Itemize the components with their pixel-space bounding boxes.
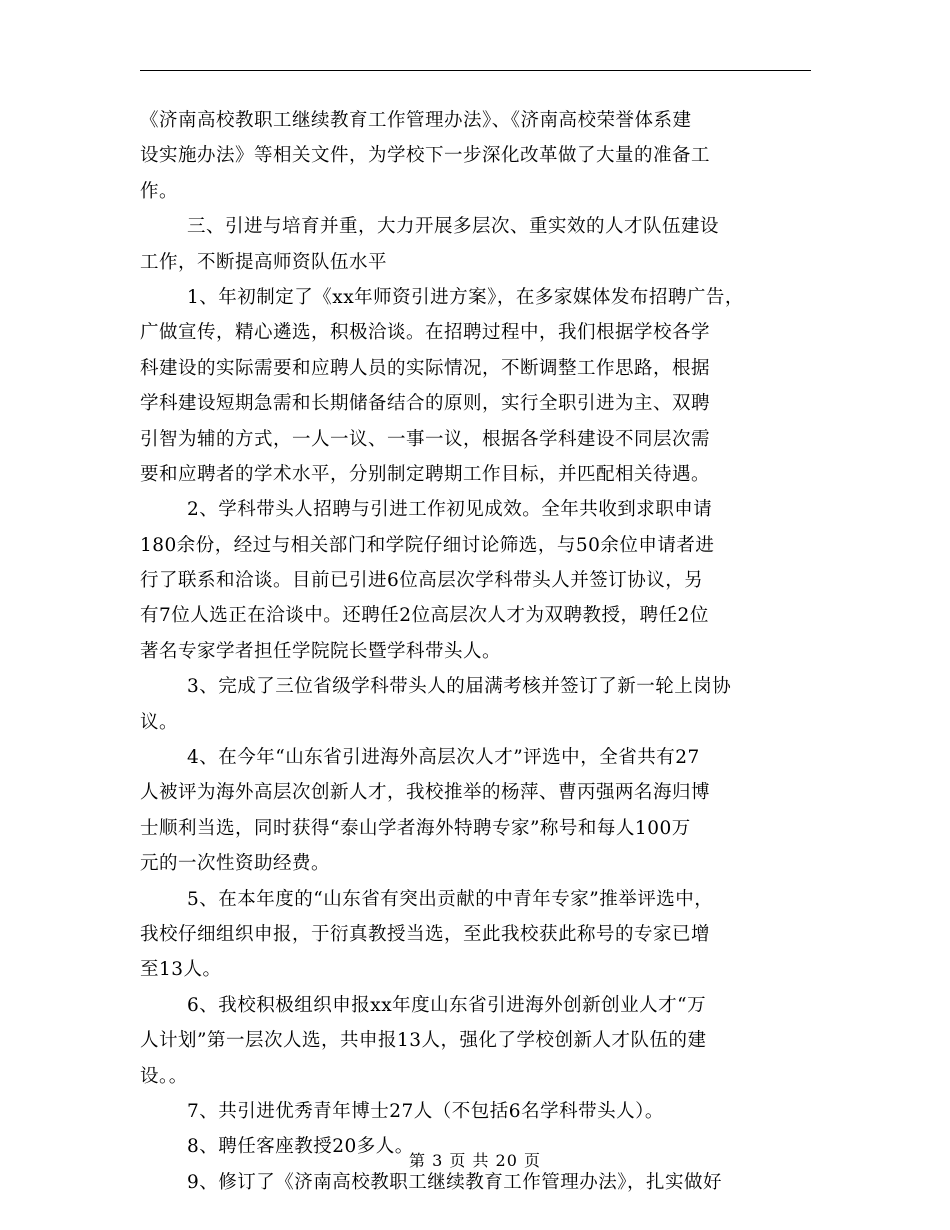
paragraph-line: 设。。 bbox=[140, 1065, 188, 1087]
section-heading-line: 工作，不断提高师资队伍水平 bbox=[140, 251, 388, 273]
paragraph-line: 人计划”第一层次人选，共申报13人，强化了学校创新人才队伍的建 bbox=[140, 1030, 707, 1052]
paragraph-line: 议。 bbox=[140, 711, 179, 733]
paragraph-line: 人被评为海外高层次创新人才，我校推举的杨萍、曹丙强两名海归博 bbox=[140, 782, 711, 804]
paragraph-line: 广做宣传，精心遴选，积极洽谈。在招聘过程中，我们根据学校各学 bbox=[140, 322, 711, 344]
paragraph-line: 科建设的实际需要和应聘人员的实际情况，不断调整工作思路，根据 bbox=[140, 357, 711, 379]
paragraph-line: 引智为辅的方式，一人一议、一事一议，根据各学科建设不同层次需 bbox=[140, 428, 711, 450]
paragraph-line: 9、修订了《济南高校教职工继续教育工作管理办法》，扎实做好 bbox=[187, 1171, 723, 1193]
paragraph-line: 行了联系和洽谈。目前已引进6位高层次学科带头人并签订协议，另 bbox=[140, 570, 704, 592]
paragraph-line: 学科建设短期急需和长期储备结合的原则，实行全职引进为主、双聘 bbox=[140, 393, 711, 415]
paragraph-line: 《济南高校教职工继续教育工作管理办法》、《济南高校荣誉体系建 bbox=[140, 110, 692, 131]
paragraph-line: 3、完成了三位省级学科带头人的届满考核并签订了新一轮上岗协 bbox=[187, 676, 732, 698]
paragraph-line: 2、学科带头人招聘与引进工作初见成效。全年共收到求职申请 bbox=[187, 499, 713, 521]
paragraph-line: 要和应聘者的学术水平，分别制定聘期工作目标，并匹配相关待遇。 bbox=[140, 463, 711, 485]
paragraph-line: 7、共引进优秀青年博士27人（不包括6名学科带头人）。 bbox=[187, 1100, 664, 1122]
paragraph-line: 著名专家学者担任学院院长暨学科带头人。 bbox=[140, 640, 502, 662]
paragraph-line: 设实施办法》等相关文件，为学校下一步深化改革做了大量的准备工 bbox=[140, 145, 711, 167]
paragraph-line: 元的一次性资助经费。 bbox=[140, 853, 331, 875]
page-number-footer: 第 3 页 共 20 页 bbox=[409, 1151, 541, 1170]
paragraph-line: 士顺利当选，同时获得“泰山学者海外特聘专家”称号和每人100万 bbox=[140, 817, 691, 839]
paragraph-line: 8、聘任客座教授20多人。 bbox=[187, 1136, 414, 1158]
paragraph-line: 作。 bbox=[140, 180, 179, 202]
paragraph-line: 有7位人选正在洽谈中。还聘任2位高层次人才为双聘教授，聘任2位 bbox=[140, 605, 709, 627]
header-rule bbox=[140, 70, 811, 71]
paragraph-line: 5、在本年度的“山东省有突出贡献的中青年专家”推举评选中， bbox=[187, 888, 714, 910]
paragraph-line: 6、我校积极组织申报xx年度山东省引进海外创新创业人才“万 bbox=[187, 994, 707, 1016]
paragraph-line: 1、年初制定了《xx年师资引进方案》，在多家媒体发布招聘广告， bbox=[187, 286, 744, 308]
paragraph-line: 我校仔细组织申报，于衍真教授当选，至此我校获此称号的专家已增 bbox=[140, 923, 711, 945]
paragraph-line: 180余份，经过与相关部门和学院仔细讨论筛选，与50余位申请者进 bbox=[140, 534, 715, 556]
section-heading-line: 三、引进与培育并重，大力开展多层次、重实效的人才队伍建设 bbox=[187, 216, 720, 238]
paragraph-line: 4、在今年“山东省引进海外高层次人才”评选中，全省共有27 bbox=[187, 747, 700, 769]
body-text bbox=[140, 103, 830, 1200]
paragraph-line: 至13人。 bbox=[140, 959, 222, 981]
